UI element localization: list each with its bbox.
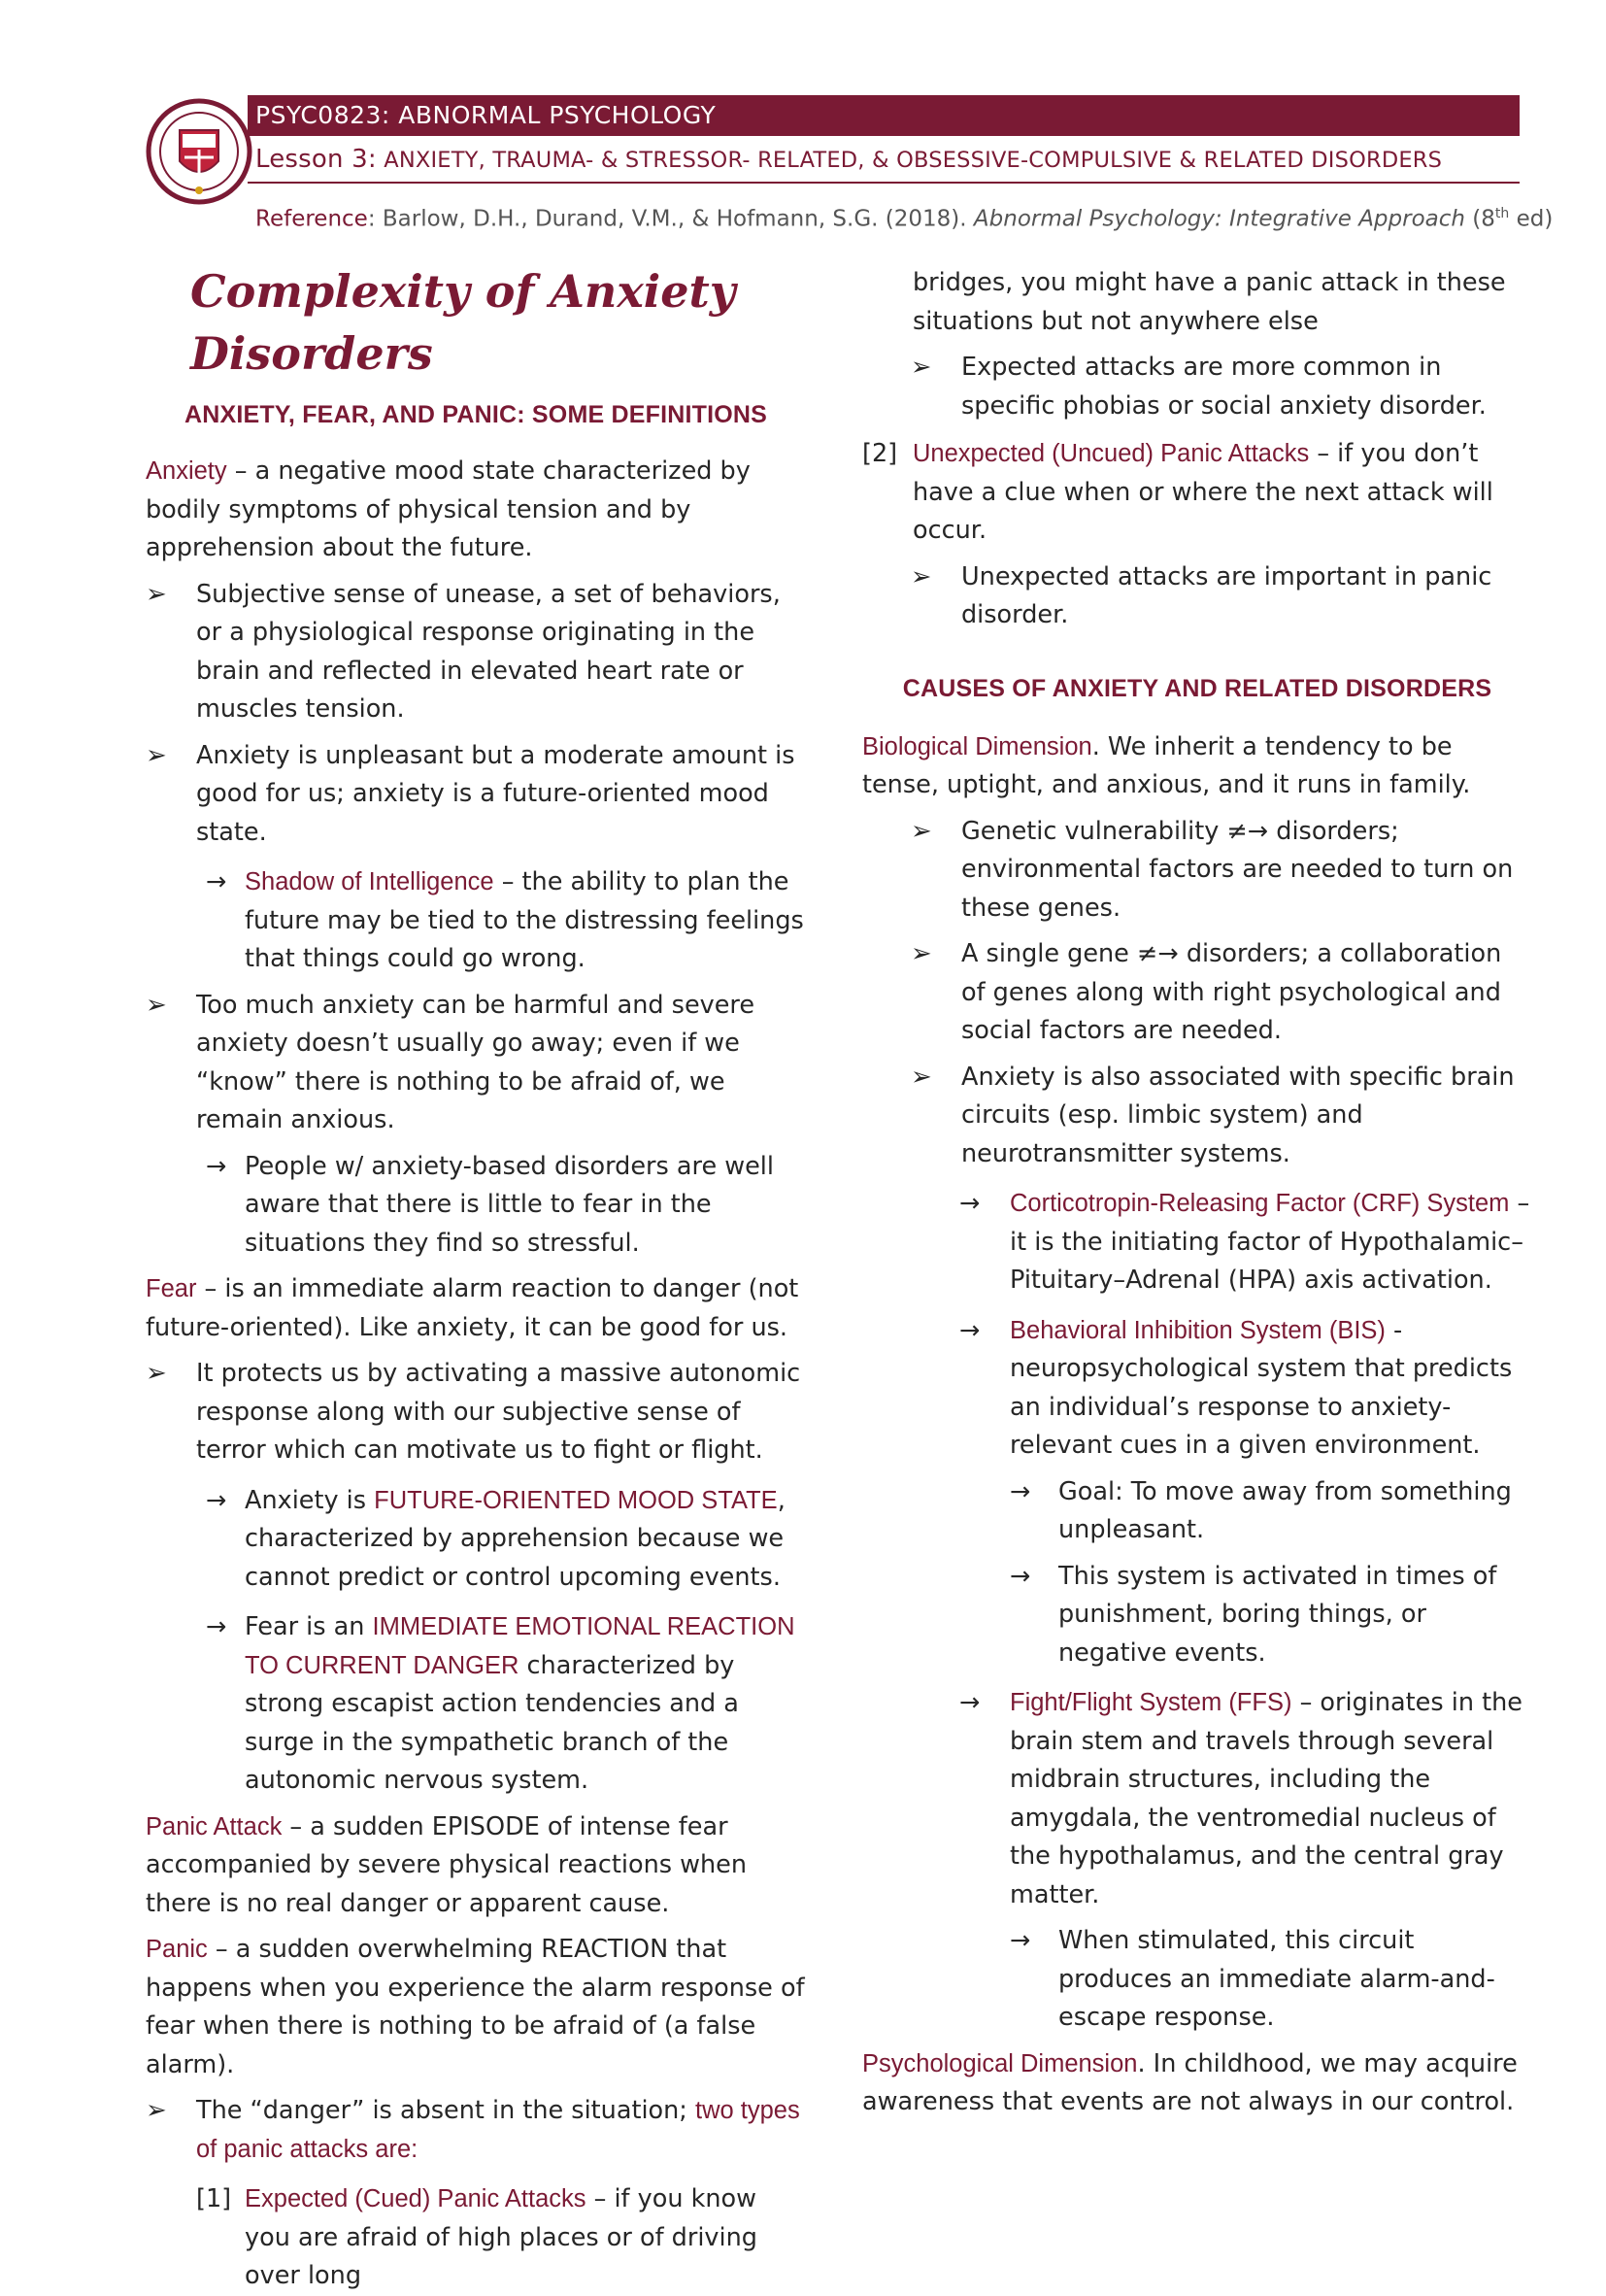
list-item-text: It protects us by activating a massive autonomic response along with our subjective sense of terror which can motivate us to fight or flight. xyxy=(196,1359,801,1465)
ffs-text: – originates in the brain stem and travels through several midbrain structures, including the amygdala, the ventromedial nucleus of the hypothalamus, and the central gray matter. xyxy=(1010,1688,1522,1909)
psychological-term: Psychological Dimension xyxy=(862,2049,1138,2077)
sub-list-item xyxy=(862,1684,1532,1914)
highlight-text: FUTURE-ORIENTED MOOD STATE xyxy=(374,1486,778,1514)
anxiety-text: – a negative mood state characterized by bodily symptoms of physical tension and by apprehension about the future. xyxy=(146,456,751,562)
sub-list-item-text: Fear is an xyxy=(245,1612,373,1641)
reference-edition-end: ed) xyxy=(1509,206,1554,232)
reference-label: Reference xyxy=(255,206,368,232)
arrow-icon: → xyxy=(1010,1926,1031,1955)
sub-sub-list-item xyxy=(862,1558,1532,1673)
list-item xyxy=(146,737,806,853)
shadow-term: Shadow of Intelligence xyxy=(245,868,494,895)
list-item xyxy=(146,576,806,729)
right-column xyxy=(862,264,1532,2122)
sub-sub-list-item-text: Goal: To move away from something unpleasant. xyxy=(1058,1476,1512,1544)
crf-text: – it is the initiating factor of Hypothalamic–Pituitary–Adrenal (HPA) axis activation. xyxy=(1010,1189,1530,1295)
reference-book-title: Abnormal Psychology: Integrative Approach xyxy=(973,206,1465,232)
sub-list-item-text: , characterized by apprehension because we cannot predict or control upcoming events. xyxy=(245,1485,786,1592)
sub-list-item-text: Anxiety is xyxy=(245,1485,375,1515)
bullet-icon: ➢ xyxy=(146,579,167,609)
biological-dimension xyxy=(862,728,1532,805)
highlight-text: IMMEDIATE EMOTIONAL REACTION TO CURRENT DANGER xyxy=(245,1613,795,1679)
list-item xyxy=(862,813,1532,929)
list-item-text: The “danger” is absent in the situation; xyxy=(196,2096,695,2125)
course-title-bar: PSYC0823: ABNORMAL PSYCHOLOGY xyxy=(248,95,1520,136)
numbered-item xyxy=(862,435,1532,551)
fear-definition xyxy=(146,1270,806,1347)
reference-edition-sup: th xyxy=(1494,206,1510,221)
list-item-text: Anxiety is also associated with specific brain circuits (esp. limbic system) and neurotransmitter systems. xyxy=(961,1062,1515,1168)
fear-term: Fear xyxy=(146,1275,197,1302)
bullet-icon: ➢ xyxy=(146,990,167,1020)
panic-attack-term: Panic Attack xyxy=(146,1812,283,1840)
biological-text: . We inherit a tendency to be tense, uptight, and anxious, and it runs in family. xyxy=(862,731,1471,799)
list-item-text: Anxiety is unpleasant but a moderate amount is good for us; anxiety is a future-oriented mood state. xyxy=(196,740,795,847)
panic-definition xyxy=(146,1931,806,2084)
sub-list-item-text: Unexpected attacks are important in panic disorder. xyxy=(961,561,1492,629)
bullet-icon: ➢ xyxy=(911,816,932,846)
shadow-text: – the ability to plan the future may be tied to the distressing feelings that things could go wrong. xyxy=(245,867,804,973)
list-item xyxy=(146,2092,806,2169)
sub-list-item-text: Expected attacks are more common in specific phobias or social anxiety disorder. xyxy=(961,353,1487,421)
panic-attack-definition xyxy=(146,1808,806,1924)
sub-list-item xyxy=(862,1185,1532,1300)
list-item xyxy=(862,935,1532,1051)
arrow-icon: → xyxy=(959,1315,981,1345)
arrow-icon: → xyxy=(206,1485,227,1515)
biological-term: Biological Dimension xyxy=(862,732,1092,760)
ffs-term: Fight/Flight System (FFS) xyxy=(1010,1689,1292,1716)
arrow-icon: → xyxy=(206,1151,227,1181)
expected-attacks-term: Expected (Cued) Panic Attacks xyxy=(245,2185,586,2212)
university-seal-logo xyxy=(146,93,252,210)
lesson-label: Lesson 3: xyxy=(255,145,377,174)
bullet-icon: ➢ xyxy=(146,740,167,770)
sub-list-item xyxy=(862,558,1532,635)
sub-list-item xyxy=(146,1148,806,1264)
number-marker: [2] xyxy=(862,439,898,468)
numbered-item xyxy=(146,2180,806,2296)
reference-authors: : Barlow, D.H., Durand, V.M., & Hofmann, S.G. (2018). xyxy=(367,206,974,232)
bullet-icon: ➢ xyxy=(911,939,932,968)
psychological-text: . In childhood, we may acquire awareness that events are not always in our control. xyxy=(862,2048,1518,2116)
continued-text: bridges, you might have a panic attack in these situations but not anywhere else xyxy=(913,268,1506,336)
sub-list-item xyxy=(146,863,806,979)
arrow-icon: → xyxy=(1010,1476,1031,1506)
list-item xyxy=(146,987,806,1140)
unexpected-attacks-term: Unexpected (Uncued) Panic Attacks xyxy=(913,440,1310,467)
reference-line xyxy=(255,197,1554,236)
page-title: Complexity of Anxiety Disorders xyxy=(190,265,736,380)
bullet-icon: ➢ xyxy=(146,1359,167,1388)
panic-attack-text: – a sudden EPISODE of intense fear accompanied by severe physical reactions when there is no real danger or apparent cause. xyxy=(146,1811,748,1918)
reference-edition: (8 xyxy=(1464,206,1495,232)
highlight-text: two types of panic attacks are: xyxy=(196,2097,800,2163)
sub-list-item xyxy=(146,1608,806,1801)
arrow-icon: → xyxy=(959,1189,981,1218)
list-item-text: Too much anxiety can be harmful and severe anxiety doesn’t usually go away; even if we “know” there is nothing to be afraid of, we remain anxious. xyxy=(196,990,755,1134)
sub-list-item-text: characterized by strong escapist action tendencies and a surge in the sympathetic branch of the autonomic nervous system. xyxy=(245,1650,739,1795)
sub-list-item-text: People w/ anxiety-based disorders are well aware that there is little to fear in the situations they find so stressful. xyxy=(245,1151,774,1258)
arrow-icon: → xyxy=(206,1612,227,1641)
left-column xyxy=(146,253,806,2296)
bullet-icon: ➢ xyxy=(911,353,932,382)
sub-sub-list-item xyxy=(862,1922,1532,2038)
sub-sub-list-item-text: When stimulated, this circuit produces an immediate alarm-and-escape response. xyxy=(1058,1926,1495,2032)
bullet-icon: ➢ xyxy=(911,561,932,591)
numbered-item-text: – if you don’t have a clue when or where the next attack will occur. xyxy=(913,439,1493,545)
arrow-icon: → xyxy=(959,1688,981,1717)
panic-text: – a sudden overwhelming REACTION that happens when you experience the alarm response of fear when there is nothing to be afraid of (a false alarm). xyxy=(146,1935,805,2079)
lesson-title xyxy=(255,144,1518,176)
arrow-icon: → xyxy=(206,867,227,896)
header-divider xyxy=(248,182,1520,184)
list-item-text: Subjective sense of unease, a set of behaviors, or a physiological response originating in the brain and reflected in elevated heart rate or muscles tension. xyxy=(196,579,781,724)
bis-text: - neuropsychological system that predicts an individual’s response to anxiety-relevant cues in a given environment. xyxy=(1010,1315,1513,1460)
arrow-icon: → xyxy=(1010,1561,1031,1591)
bullet-icon: ➢ xyxy=(911,1062,932,1092)
bullet-icon: ➢ xyxy=(146,2096,167,2125)
list-item xyxy=(146,1355,806,1470)
psychological-dimension xyxy=(862,2045,1532,2122)
numbered-item-text: – if you know you are afraid of high places or of driving over long xyxy=(245,2184,757,2290)
anxiety-definition xyxy=(146,453,806,568)
list-item-text: A single gene ≠→ disorders; a collaboration of genes along with right psychological and social factors are needed. xyxy=(961,939,1502,1045)
sub-list-item xyxy=(862,1312,1532,1466)
list-item xyxy=(862,1059,1532,1174)
fear-text: – is an immediate alarm reaction to danger (not future-oriented). Like anxiety, it can be good for us. xyxy=(146,1274,799,1342)
number-marker: [1] xyxy=(196,2184,232,2213)
sub-list-item xyxy=(862,349,1532,425)
bis-term: Behavioral Inhibition System (BIS) xyxy=(1010,1316,1386,1344)
anxiety-term: Anxiety xyxy=(146,457,227,485)
section-heading-definitions: ANXIETY, FEAR, AND PANIC: SOME DEFINITIONS xyxy=(184,401,768,428)
panic-term: Panic xyxy=(146,1936,208,1963)
section-heading-causes: CAUSES OF ANXIETY AND RELATED DISORDERS xyxy=(902,674,1492,702)
sub-list-item xyxy=(146,1482,806,1598)
crf-term: Corticotropin-Releasing Factor (CRF) System xyxy=(1010,1190,1510,1217)
sub-sub-list-item xyxy=(862,1473,1532,1550)
list-item-text: Genetic vulnerability ≠→ disorders; environmental factors are needed to turn on these genes. xyxy=(961,816,1514,923)
sub-sub-list-item-text: This system is activated in times of punishment, boring things, or negative events. xyxy=(1058,1561,1497,1668)
lesson-name: ANXIETY, TRAUMA- & STRESSOR- RELATED, & OBSESSIVE-COMPULSIVE & RELATED DISORDERS xyxy=(384,148,1443,173)
